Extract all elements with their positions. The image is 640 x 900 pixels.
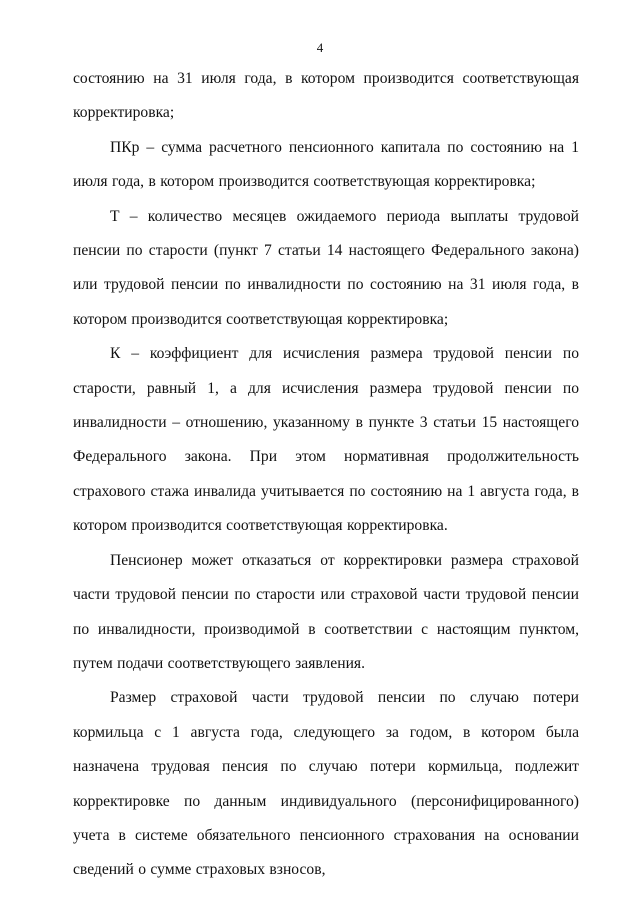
page-number: 4 (316, 40, 324, 55)
paragraph-pkr-definition: ПКр – сумма расчетного пенсионного капитала по состоянию на 1 июля года, в котором производится соответствующая корректировка; (73, 138, 579, 191)
paragraph-continuation: состоянию на 31 июля года, в котором производится соответствующая корректировка; (73, 70, 579, 122)
paragraph-k-definition: К – коэффициент для исчисления размера трудовой пенсии по старости, равный 1, а для исчисления размера трудовой пенсии по инвалидности – отношению, указанному в пункте 3 статьи 15 настоящего Федерального закона. При этом нормативная продолжительность страхового стажа инвалида учитывается по состоянию на 1 августа года, в котором производится соответствующая корректировка. (73, 345, 579, 535)
document-body (73, 62, 579, 888)
paragraph-t-definition: Т – количество месяцев ожидаемого периода выплаты трудовой пенсии по старости (пункт 7 статьи 14 настоящего Федерального закона) или трудовой пенсии по инвалидности по состоянию на 31 июля года, в котором производится соответствующая корректировка; (73, 207, 579, 328)
paragraph-pensioner-refusal: Пенсионер может отказаться от корректировки размера страховой части трудовой пенсии по старости или страховой части трудовой пенсии по инвалидности, производимой в соответствии с настоящим пунктом, путем подачи соответствующего заявления. (73, 551, 579, 672)
paragraph-survivor-pension: Размер страховой части трудовой пенсии по случаю потери кормильца с 1 августа года, следующего за годом, в котором была назначена трудовая пенсия по случаю потери кормильца, подлежит корректировке по данным индивидуального (персонифицированного) учета в системе обязательного пенсионного страхования на основании сведений о сумме страховых взносов, (73, 689, 579, 879)
